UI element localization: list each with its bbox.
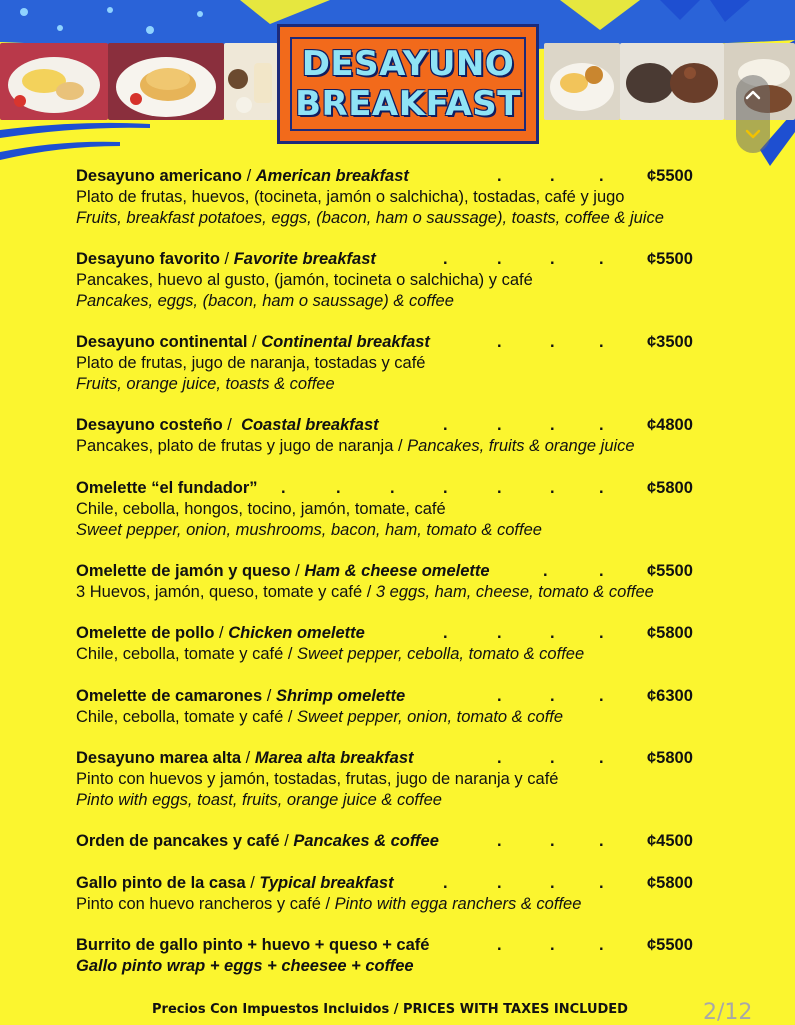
chevron-down-icon[interactable] bbox=[744, 125, 762, 143]
item-desc-es: Plato de frutas, jugo de naranja, tostadas y café bbox=[76, 354, 426, 372]
header-banner bbox=[0, 0, 795, 170]
item-desc-es: Pinto con huevos y jamón, tostadas, frutas, jugo de naranja y café bbox=[76, 770, 559, 788]
item-name: Omelette de jamón y queso / Ham & cheese omelette bbox=[76, 562, 490, 580]
item-name: Desayuno continental / Continental breakfast bbox=[76, 333, 430, 351]
item-price: ¢5800 bbox=[647, 874, 693, 892]
item-name: Desayuno americano / American breakfast bbox=[76, 167, 409, 185]
menu-item: Desayuno continental / Continental breakfast . . . ¢3500 Plato de frutas, jugo de naranja, tostadas y café Fruits, orange juice, toasts & coffee bbox=[76, 332, 776, 395]
chevron-up-icon[interactable] bbox=[744, 86, 762, 104]
item-desc: Pinto con huevo rancheros y café / Pinto with egga ranchers & coffee bbox=[76, 895, 582, 913]
item-desc: Gallo pinto wrap + eggs + cheesee + coffee bbox=[76, 957, 414, 975]
item-name: Gallo pinto de la casa / Typical breakfast bbox=[76, 874, 394, 892]
menu-item: Gallo pinto de la casa / Typical breakfast . . . . ¢5800 Pinto con huevo rancheros y café / Pinto with egga ranchers & coffee bbox=[76, 873, 776, 915]
prices-note: Precios Con Impuestos Incluidos / PRICES WITH TAXES INCLUDED bbox=[152, 1002, 628, 1017]
item-price: ¢5800 bbox=[647, 624, 693, 642]
item-desc: Chile, cebolla, tomate y café / Sweet pepper, onion, tomato & coffe bbox=[76, 708, 564, 726]
item-name: Burrito de gallo pinto + huevo + queso + café bbox=[76, 936, 430, 954]
menu-item: Omelette de camarones / Shrimp omelette . . . ¢6300 Chile, cebolla, tomate y café / Sweet pepper, onion, tomato & coffe bbox=[76, 686, 776, 728]
menu-item: Omelette de jamón y queso / Ham & cheese omelette . . ¢5500 3 Huevos, jamón, queso, tomate y café / 3 eggs, ham, cheese, tomato & coffee bbox=[76, 561, 776, 603]
food-photo-gallo-pinto bbox=[620, 43, 724, 120]
title-box bbox=[277, 24, 539, 144]
item-price: ¢6300 bbox=[647, 687, 693, 705]
item-name: Omelette de camarones / Shrimp omelette bbox=[76, 687, 406, 705]
item-desc-en: Fruits, breakfast potatoes, eggs, (bacon, ham o saussage), toasts, coffee & juice bbox=[76, 209, 664, 227]
menu-item: Burrito de gallo pinto + huevo + queso + café . . . ¢5500 Gallo pinto wrap + eggs + cheesee + coffee bbox=[76, 935, 776, 977]
menu-item: Desayuno favorito / Favorite breakfast . . . . ¢5500 Pancakes, huevo al gusto, (jamón, tocineta o salchicha) y café Pancakes, eggs, (bacon, ham o saussage) & coffee bbox=[76, 249, 776, 312]
food-photo-plate bbox=[544, 43, 620, 120]
menu-item: Desayuno marea alta / Marea alta breakfast . . . ¢5800 Pinto con huevos y jamón, tostadas, frutas, jugo de naranja y café Pinto with eggs, toast, fruits, orange juice & coffee bbox=[76, 748, 776, 811]
menu-item: Desayuno americano / American breakfast . . . ¢5500 Plato de frutas, huevos, (tocineta, jamón o salchicha), tostadas, café y jugo Fruits, breakfast potatoes, eggs, (bacon, ham o saussage), toasts, coffee & juice bbox=[76, 166, 776, 229]
item-name: Orden de pancakes y café / Pancakes & coffee bbox=[76, 832, 439, 850]
item-name: Desayuno marea alta / Marea alta breakfast bbox=[76, 749, 414, 767]
item-desc-es: Plato de frutas, huevos, (tocineta, jamón o salchicha), tostadas, café y jugo bbox=[76, 188, 625, 206]
item-desc-en: Fruits, orange juice, toasts & coffee bbox=[76, 375, 335, 393]
item-price: ¢5800 bbox=[647, 479, 693, 497]
item-desc-es: Pancakes, huevo al gusto, (jamón, tocineta o salchicha) y café bbox=[76, 271, 533, 289]
title-english: BREAKFAST bbox=[295, 84, 521, 124]
item-name: Desayuno favorito / Favorite breakfast bbox=[76, 250, 376, 268]
item-price: ¢5500 bbox=[647, 562, 693, 580]
scroll-control[interactable] bbox=[736, 75, 770, 153]
item-desc-en: Pancakes, eggs, (bacon, ham o saussage) & coffee bbox=[76, 292, 454, 310]
food-photo-dishes bbox=[224, 43, 278, 120]
title-spanish: DESAYUNO bbox=[301, 44, 515, 84]
food-photo-pancakes bbox=[108, 43, 224, 120]
menu-item: Omelette de pollo / Chicken omelette . . . . ¢5800 Chile, cebolla, tomate y café / Sweet pepper, cebolla, tomato & coffee bbox=[76, 623, 776, 665]
item-desc-en: Sweet pepper, onion, mushrooms, bacon, ham, tomato & coffee bbox=[76, 521, 542, 539]
item-price: ¢5800 bbox=[647, 749, 693, 767]
menu-item: Desayuno costeño / Coastal breakfast . . . . ¢4800 Pancakes, plato de frutas y jugo de naranja / Pancakes, fruits & orange juice bbox=[76, 415, 776, 457]
page-indicator: 2/12 bbox=[703, 1000, 753, 1025]
item-desc: Chile, cebolla, tomate y café / Sweet pepper, cebolla, tomato & coffee bbox=[76, 645, 585, 663]
menu-item: Omelette “el fundador” . . . . . . . ¢5800 Chile, cebolla, hongos, tocino, jamón, tomate, café Sweet pepper, onion, mushrooms, bacon, ham, tomato & coffee bbox=[76, 478, 776, 541]
item-desc: 3 Huevos, jamón, queso, tomate y café / 3 eggs, ham, cheese, tomato & coffee bbox=[76, 583, 654, 601]
item-name: Desayuno costeño / Coastal breakfast bbox=[76, 416, 379, 434]
menu-item: Orden de pancakes y café / Pancakes & coffee . . . ¢4500 bbox=[76, 832, 693, 850]
item-price: ¢5500 bbox=[647, 167, 693, 185]
item-name: Omelette de pollo / Chicken omelette bbox=[76, 624, 365, 642]
item-price: ¢4500 bbox=[647, 832, 693, 850]
item-desc-en: Pinto with eggs, toast, fruits, orange juice & coffee bbox=[76, 791, 442, 809]
item-price: ¢3500 bbox=[647, 333, 693, 351]
item-desc-es: Chile, cebolla, hongos, tocino, jamón, tomate, café bbox=[76, 500, 446, 518]
item-price: ¢4800 bbox=[647, 416, 693, 434]
food-photo-eggs bbox=[0, 43, 108, 120]
item-desc: Pancakes, plato de frutas y jugo de naranja / Pancakes, fruits & orange juice bbox=[76, 437, 635, 455]
item-price: ¢5500 bbox=[647, 250, 693, 268]
item-name: Omelette “el fundador” bbox=[76, 479, 258, 497]
item-price: ¢5500 bbox=[647, 936, 693, 954]
